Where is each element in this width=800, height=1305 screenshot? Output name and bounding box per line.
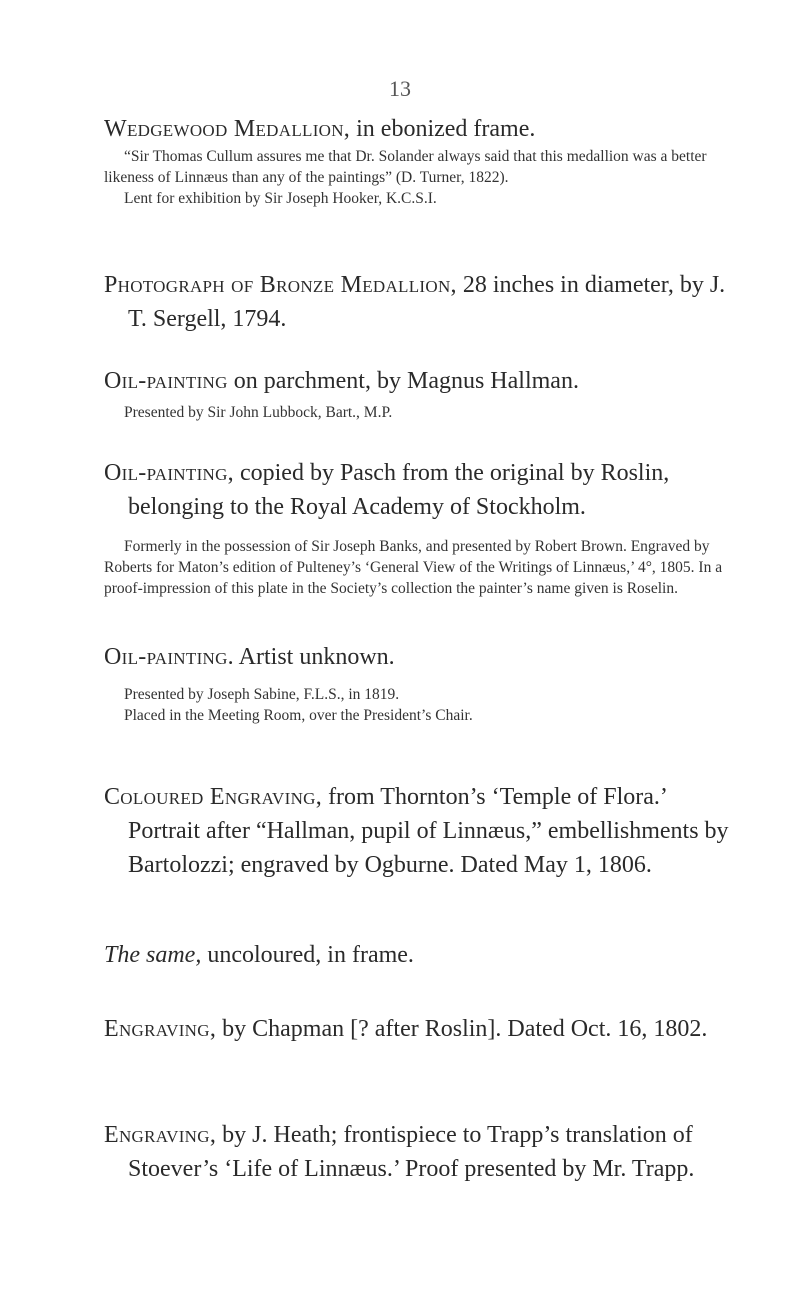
entry-description: 28 inches in diameter, by J. T. Sergell, 1794. <box>128 272 726 332</box>
entry-lead: Engraving, <box>104 1122 217 1148</box>
entry-description: by Chapman [? after Roslin]. Dated Oct. 16, 1802. <box>216 1016 708 1042</box>
entry-heading <box>104 268 744 336</box>
catalogue-entry-oil-painting-hallman <box>104 364 744 423</box>
entry-description: from Thornton’s ‘Temple of Flora.’ Portrait after “Hallman, pupil of Linnæus,” embellishments by Bartolozzi; engraved by Ogburne. Dated May 1, 1806. <box>128 784 729 878</box>
entry-note-location: Placed in the Meeting Room, over the President’s Chair. <box>124 707 473 724</box>
entry-heading <box>104 456 744 524</box>
page-number: 13 <box>389 76 411 101</box>
catalogue-entry-oil-painting-unknown <box>104 640 744 726</box>
catalogue-entry-engraving-chapman <box>104 1012 744 1046</box>
entry-lead: Oil-painting. <box>104 644 234 670</box>
entry-description: copied by Pasch from the original by Roslin, belonging to the Royal Academy of Stockholm. <box>128 460 670 520</box>
catalogue-entry-oil-painting-pasch <box>104 456 744 599</box>
entry-lead: Oil-painting <box>104 368 228 394</box>
entry-lead: Photograph of Bronze Medallion, <box>104 272 457 298</box>
entry-description: Artist unknown. <box>233 644 395 670</box>
entry-note-provenance: Formerly in the possession of Sir Joseph Banks, and presented by Robert Brown. Engraved by Roberts for Maton’s edition of Pulteney’s ‘General View of the Writings of Linnæus,’ 4°, 1805. In a proof-impression of this plate in the Society’s collection the painter’s name given is Roselin. <box>104 538 723 597</box>
entry-lead: Wedgewood Medallion, <box>104 116 351 142</box>
entry-heading <box>104 640 744 674</box>
entry-description: by J. Heath; frontispiece to Trapp’s translation of Stoever’s ‘Life of Linnæus.’ Proof presented by Mr. Trapp. <box>128 1122 695 1182</box>
entry-lead: The same, <box>104 942 202 968</box>
catalogue-entry-coloured-engraving <box>104 780 744 882</box>
entry-heading <box>104 938 744 972</box>
entry-note <box>104 402 744 423</box>
entry-lead: Oil-painting, <box>104 460 234 486</box>
entry-note-quote: “Sir Thomas Cullum assures me that Dr. Solander always said that this medallion was a better likeness of Linnæus than any of the paintings” (D. Turner, 1822). <box>104 148 707 186</box>
entry-heading <box>104 112 744 146</box>
entry-lead: Coloured Engraving, <box>104 784 323 810</box>
catalogue-entry-uncoloured-copy <box>104 938 744 972</box>
catalogue-entry-bronze-medallion-photograph <box>104 268 744 336</box>
entry-lead: Engraving, <box>104 1016 217 1042</box>
entry-description: on parchment, by Magnus Hallman. <box>227 368 579 394</box>
entry-note-presented: Presented by Joseph Sabine, F.L.S., in 1819. <box>124 686 400 703</box>
catalogue-entry-wedgewood-medallion <box>104 112 744 209</box>
entry-heading <box>104 1012 744 1046</box>
entry-note <box>104 684 744 726</box>
entry-description: in ebonized frame. <box>350 116 536 142</box>
entry-note-presented: Presented by Sir John Lubbock, Bart., M.P. <box>124 404 393 421</box>
entry-heading <box>104 364 744 398</box>
entry-note <box>104 146 744 209</box>
entry-heading <box>104 1118 744 1186</box>
entry-heading <box>104 780 744 882</box>
catalogue-entry-engraving-heath <box>104 1118 744 1186</box>
entry-note-lender: Lent for exhibition by Sir Joseph Hooker, K.C.S.I. <box>124 190 437 207</box>
entry-note <box>104 536 744 599</box>
entry-description: uncoloured, in frame. <box>201 942 414 968</box>
